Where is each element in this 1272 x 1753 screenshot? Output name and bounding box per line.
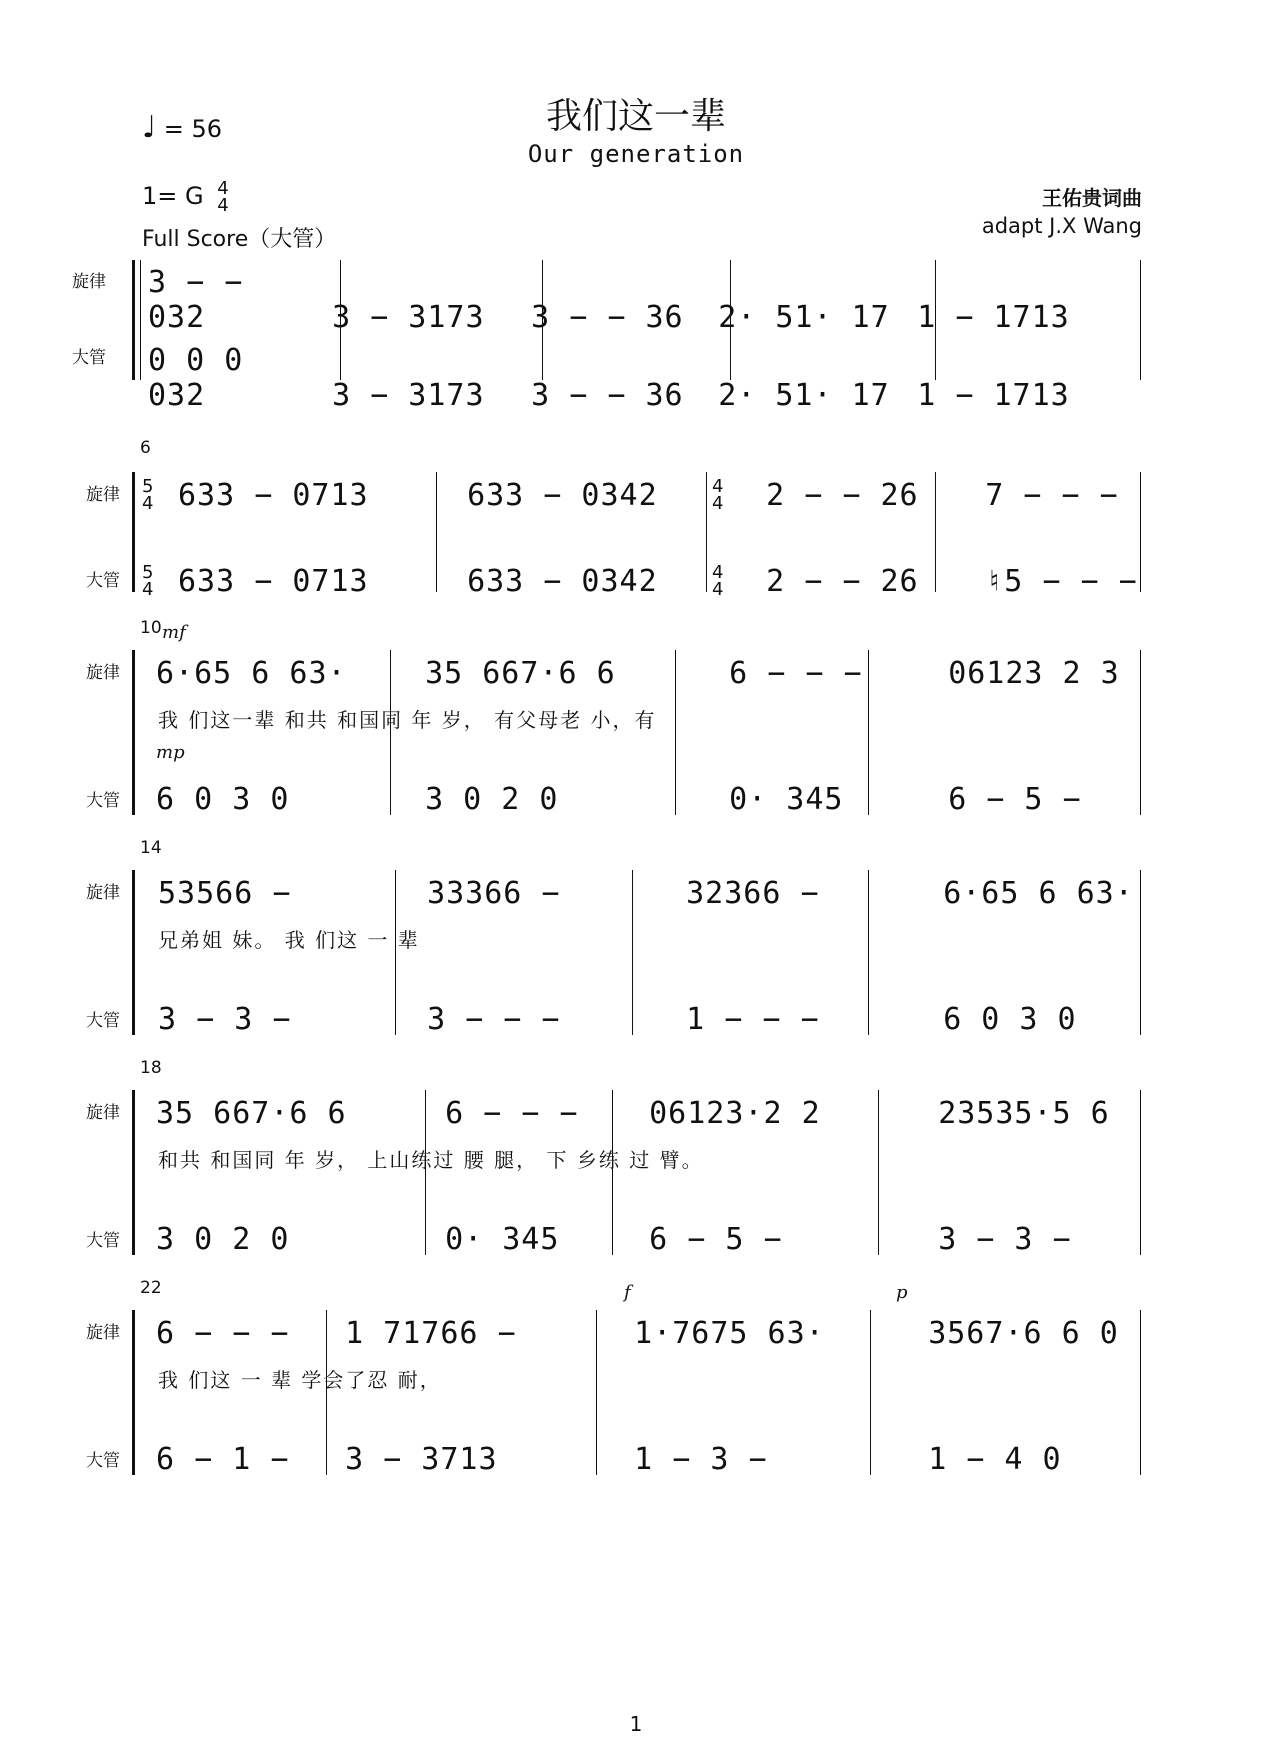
measure: 3 − − − [427, 1002, 561, 1037]
lyrics-line: 兄弟姐 妹。 我 们这 一 辈 [158, 928, 420, 952]
barline [935, 472, 936, 592]
measure-number: 10 [140, 618, 162, 638]
measure-number: 14 [140, 838, 162, 858]
bassoon-row [148, 343, 1092, 413]
key-text: 1= G [142, 182, 204, 210]
barline [1140, 472, 1141, 592]
barline [596, 1310, 597, 1475]
measure-number: 22 [140, 1278, 162, 1298]
system-bracket [132, 1090, 135, 1255]
melody-row [158, 876, 1193, 911]
barline [542, 260, 543, 380]
measure: 1·7675 63· [634, 1316, 825, 1351]
measure: 35 667·6 6 [156, 1096, 347, 1131]
measure: 3 − 3713 [345, 1442, 498, 1477]
dynamic-marking: mf [162, 622, 186, 643]
arranger-credit: adapt J.X Wang [981, 214, 1142, 238]
quarter-note-icon: ♩ [142, 110, 157, 145]
measure: 6 − − − [156, 1316, 290, 1351]
measure: 53566 − [158, 876, 292, 911]
measure-number: 18 [140, 1058, 162, 1078]
melody-row [148, 265, 1092, 335]
barline [878, 1090, 879, 1255]
barline [675, 650, 676, 815]
barline [706, 472, 707, 592]
barline [436, 472, 437, 592]
barline [612, 1090, 613, 1255]
part-label-bassoon: 大管 [86, 1451, 120, 1471]
bassoon-row [158, 1002, 1193, 1037]
melody-row [156, 656, 1198, 691]
barline [395, 870, 396, 1035]
barline [1140, 260, 1141, 380]
part-label-melody: 旋律 [86, 1103, 120, 1123]
measure: 3 − − 032 [148, 265, 244, 335]
measure: 2· 51· 17 [718, 300, 890, 335]
measure: 633 − 0713 [178, 478, 369, 513]
lyrics-line: 我 们这 一 辈 学会了忍 耐， [158, 1368, 442, 1392]
measure: 2 − − 26 [766, 564, 919, 599]
bassoon-row [156, 1222, 1188, 1257]
barline [1140, 1310, 1141, 1475]
lyrics-line: 我 们这一辈 和共 和国同 年 岁， 有父母老 小，有 [158, 708, 657, 732]
part-label-bassoon: 大管 [86, 1231, 120, 1251]
measure: 3 0 2 0 [425, 782, 559, 817]
barline [425, 1090, 426, 1255]
measure: 633 − 0713 [178, 564, 369, 599]
barline [1140, 650, 1141, 815]
system-bracket [132, 650, 135, 815]
score-subtitle: Our generation [527, 140, 745, 168]
part-label-melody: 旋律 [86, 485, 120, 505]
measure: 1 − 1713 [917, 378, 1070, 413]
system-bracket [132, 1310, 135, 1475]
barline [730, 260, 731, 380]
score-system-1 [0, 255, 1272, 413]
dynamic-marking: mp [156, 742, 185, 763]
measure: 0 0 0 032 [148, 343, 244, 413]
measure: 6 0 3 0 [156, 782, 290, 817]
score-system-3 [0, 618, 1272, 818]
barline [340, 260, 341, 380]
melody-row [178, 478, 1165, 513]
time-signature-5-4: 5 4 [142, 562, 154, 600]
measure: 1 − − − [686, 1002, 820, 1037]
part-label-bassoon: 大管 [86, 791, 120, 811]
measure: 2 − − 26 [766, 478, 919, 513]
barline [868, 870, 869, 1035]
part-label-melody: 旋律 [72, 272, 106, 292]
part-label-bassoon: 大管 [86, 571, 120, 591]
score-system-2 [0, 438, 1272, 608]
barline [1140, 870, 1141, 1035]
time-bottom: 4 [217, 195, 229, 216]
barline [1140, 1090, 1141, 1255]
time-signature-4-4: 4 4 [712, 562, 724, 600]
measure: 3567·6 6 0 [928, 1316, 1119, 1351]
measure: 32366 − [686, 876, 820, 911]
measure: 633 − 0342 [467, 564, 658, 599]
melody-row [156, 1316, 1178, 1351]
part-label-melody: 旋律 [86, 883, 120, 903]
measure: 1 − 1713 [917, 300, 1070, 335]
melody-row [156, 1096, 1188, 1131]
measure: 3 − 3173 [332, 300, 485, 335]
time-signature-5-4: 5 4 [142, 476, 154, 514]
score-system-5 [0, 1058, 1272, 1258]
page-number: 1 [629, 1712, 643, 1736]
system-bracket [132, 260, 135, 380]
measure: 6 − − − [445, 1096, 579, 1131]
system-bracket [132, 472, 135, 592]
bassoon-row [156, 1442, 1178, 1477]
barline [390, 650, 391, 815]
dynamic-marking: p [896, 1282, 908, 1303]
measure: 1 71766 − [345, 1316, 517, 1351]
measure: 3 − 3 − [158, 1002, 292, 1037]
time-signature [217, 180, 228, 214]
barline [632, 870, 633, 1035]
measure: 2· 51· 17 [718, 378, 890, 413]
measure: 06123·2 2 [649, 1096, 821, 1131]
bassoon-row [156, 782, 1198, 817]
composer-credit: 王佑贵词曲 [1042, 186, 1142, 210]
lyrics-line: 和共 和国同 年 岁， 上山练过 腰 腿， 下 乡练 过 臂。 [158, 1148, 704, 1172]
measure: 7 − − − [985, 478, 1119, 513]
measure: 6 − 5 − [948, 782, 1082, 817]
time-signature-4-4: 4 4 [712, 476, 724, 514]
barline [326, 1310, 327, 1475]
measure: 0· 345 [445, 1222, 560, 1257]
barline [870, 1310, 871, 1475]
measure: 6·65 6 63· [943, 876, 1134, 911]
tempo-value: = 56 [163, 115, 223, 143]
measure: 6·65 6 63· [156, 656, 347, 691]
barline [935, 260, 936, 380]
system-bracket [132, 870, 135, 1035]
part-label-melody: 旋律 [86, 1323, 120, 1343]
score-system-6 [0, 1278, 1272, 1498]
measure: 6 − 1 − [156, 1442, 290, 1477]
measure: 6 − − − [729, 656, 863, 691]
measure: 3 − 3 − [938, 1222, 1072, 1257]
measure: 0· 345 [729, 782, 844, 817]
measure: 1 − 4 0 [928, 1442, 1062, 1477]
measure: 33366 − [427, 876, 561, 911]
measure-number: 6 [140, 438, 151, 458]
dynamic-marking: f [624, 1282, 631, 1303]
measure: 3 − − 36 [531, 378, 684, 413]
key-signature [142, 180, 229, 214]
measure: 6 0 3 0 [943, 1002, 1077, 1037]
part-label-bassoon: 大管 [86, 1011, 120, 1031]
measure: 3 0 2 0 [156, 1222, 290, 1257]
barline [868, 650, 869, 815]
measure: 23535·5 6 [938, 1096, 1110, 1131]
measure: ♮5 − − − [985, 564, 1138, 599]
system-start-line [140, 260, 141, 380]
measure: 633 − 0342 [467, 478, 658, 513]
score-label: Full Score（大管） [142, 227, 337, 252]
measure: 3 − − 36 [531, 300, 684, 335]
score-title: 我们这一辈 [545, 96, 726, 137]
measure: 35 667·6 6 [425, 656, 616, 691]
score-system-4 [0, 838, 1272, 1038]
measure: 1 − 3 − [634, 1442, 768, 1477]
bassoon-row [178, 564, 1165, 599]
part-label-melody: 旋律 [86, 663, 120, 683]
part-label-bassoon: 大管 [72, 348, 106, 368]
time-top: 4 [217, 178, 229, 199]
measure: 6 − 5 − [649, 1222, 783, 1257]
measure: 06123 2 3 [948, 656, 1120, 691]
measure: 3 − 3173 [332, 378, 485, 413]
